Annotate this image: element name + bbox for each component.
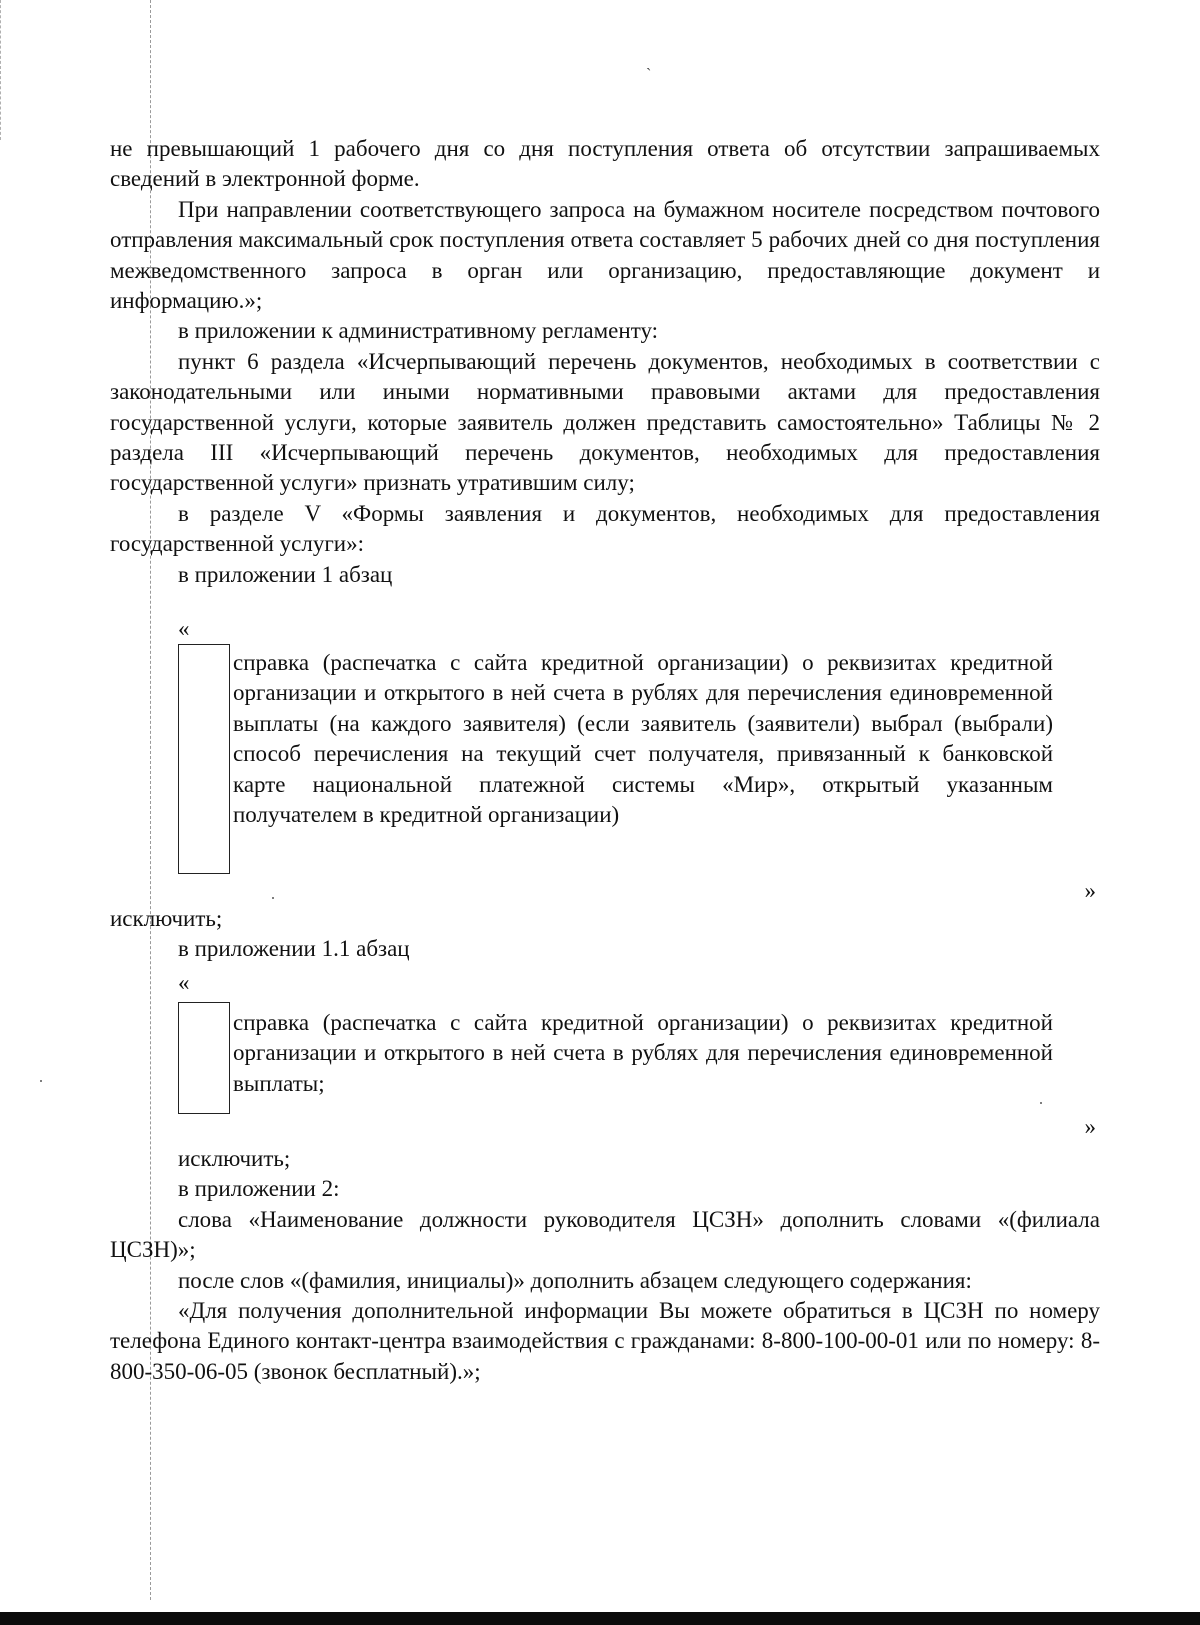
paragraph: слова «Наименование должности руководителя ЦСЗН» дополнить словами «(филиала ЦСЗН)»;: [110, 1206, 1100, 1263]
paragraph: пункт 6 раздела «Исчерпывающий перечень документов, необходимых в соответствии с законодательными или иными нормативными правовыми актами для предоставления государственной услуги, которые заявитель должен представить самостоятельно» Таблицы № 2 раздела III «Исчерпывающий перечень документов, необходимых для предоставления государственной услуги» признать утратившим силу;: [110, 348, 1100, 496]
quote-open-mark: «: [178, 970, 190, 995]
paragraph: в разделе V «Формы заявления и документов, необходимых для предоставления государственной услуги»:: [110, 500, 1100, 557]
empty-table-cell: [178, 644, 230, 874]
paragraph: в приложении к административному регламенту:: [178, 318, 659, 344]
paragraph: в приложении 1.1 абзац: [178, 936, 410, 962]
empty-table-cell: [178, 1002, 230, 1114]
quote-block-2: [110, 970, 1100, 1099]
quote-block-1: [110, 616, 1100, 830]
quoted-paragraph: справка (распечатка с сайта кредитной организации) о реквизитах кредитной организации и открытого в ней счета в рублях для перечисления единовременной выплаты;: [233, 1010, 1053, 1096]
scan-speck: [40, 1080, 42, 1082]
scan-edge-mark: [0, 0, 1, 140]
quoted-paragraph: справка (распечатка с сайта кредитной организации) о реквизитах кредитной организации и открытого в ней счета в рублях для перечисления единовременной выплаты (на каждого заявителя) (если заявитель (заявители) выбрал (выбрали) способ перечисления на текущий счет получателя, привязанный к банковской карте национальной платежной системы «Мир», открытый указанным получателем в кредитной организации): [233, 650, 1053, 828]
paragraph: При направлении соответствующего запроса на бумажном носителе посредством почтового отправления максимальный срок поступления ответа составляет 5 рабочих дней со дня поступления межведомственного запроса в орган или организацию, предоставляющие документ и информацию.»;: [110, 196, 1100, 314]
scan-speck: [1040, 1102, 1042, 1104]
paragraph: исключить;: [110, 906, 223, 931]
document-body-bottom: [110, 1144, 1100, 1387]
quote-close-mark: »: [1084, 878, 1096, 903]
quote-open-mark: «: [178, 616, 190, 641]
page-mark: `: [646, 66, 652, 83]
quote-close-row-2: [110, 1112, 1100, 1142]
paragraph: «Для получения дополнительной информации Вы можете обратиться в ЦСЗН по номеру телефона Единого контакт-центра взаимодействия с гражданами: 8-800-100-00-01 или по номеру: 8-800-350-06-05 (звонок бесплатный).»;: [110, 1298, 1100, 1384]
paragraph: после слов «(фамилия, инициалы)» дополнить абзацем следующего содержания:: [178, 1267, 972, 1293]
after-quote-1: [110, 904, 1100, 965]
quote-close-row-1: [110, 876, 1100, 906]
scan-bottom-edge: [0, 1612, 1200, 1625]
quote-close-mark: »: [1084, 1114, 1096, 1139]
paragraph: в приложении 1 абзац: [178, 561, 393, 587]
paragraph: в приложении 2:: [178, 1176, 340, 1202]
paragraph: не превышающий 1 рабочего дня со дня поступления ответа об отсутствии запрашиваемых сведений в электронной форме.: [110, 136, 1100, 192]
quote-content: [110, 996, 1100, 1099]
quote-content: [110, 642, 1100, 830]
paragraph: исключить;: [178, 1146, 291, 1171]
document-body-top: [110, 134, 1100, 590]
